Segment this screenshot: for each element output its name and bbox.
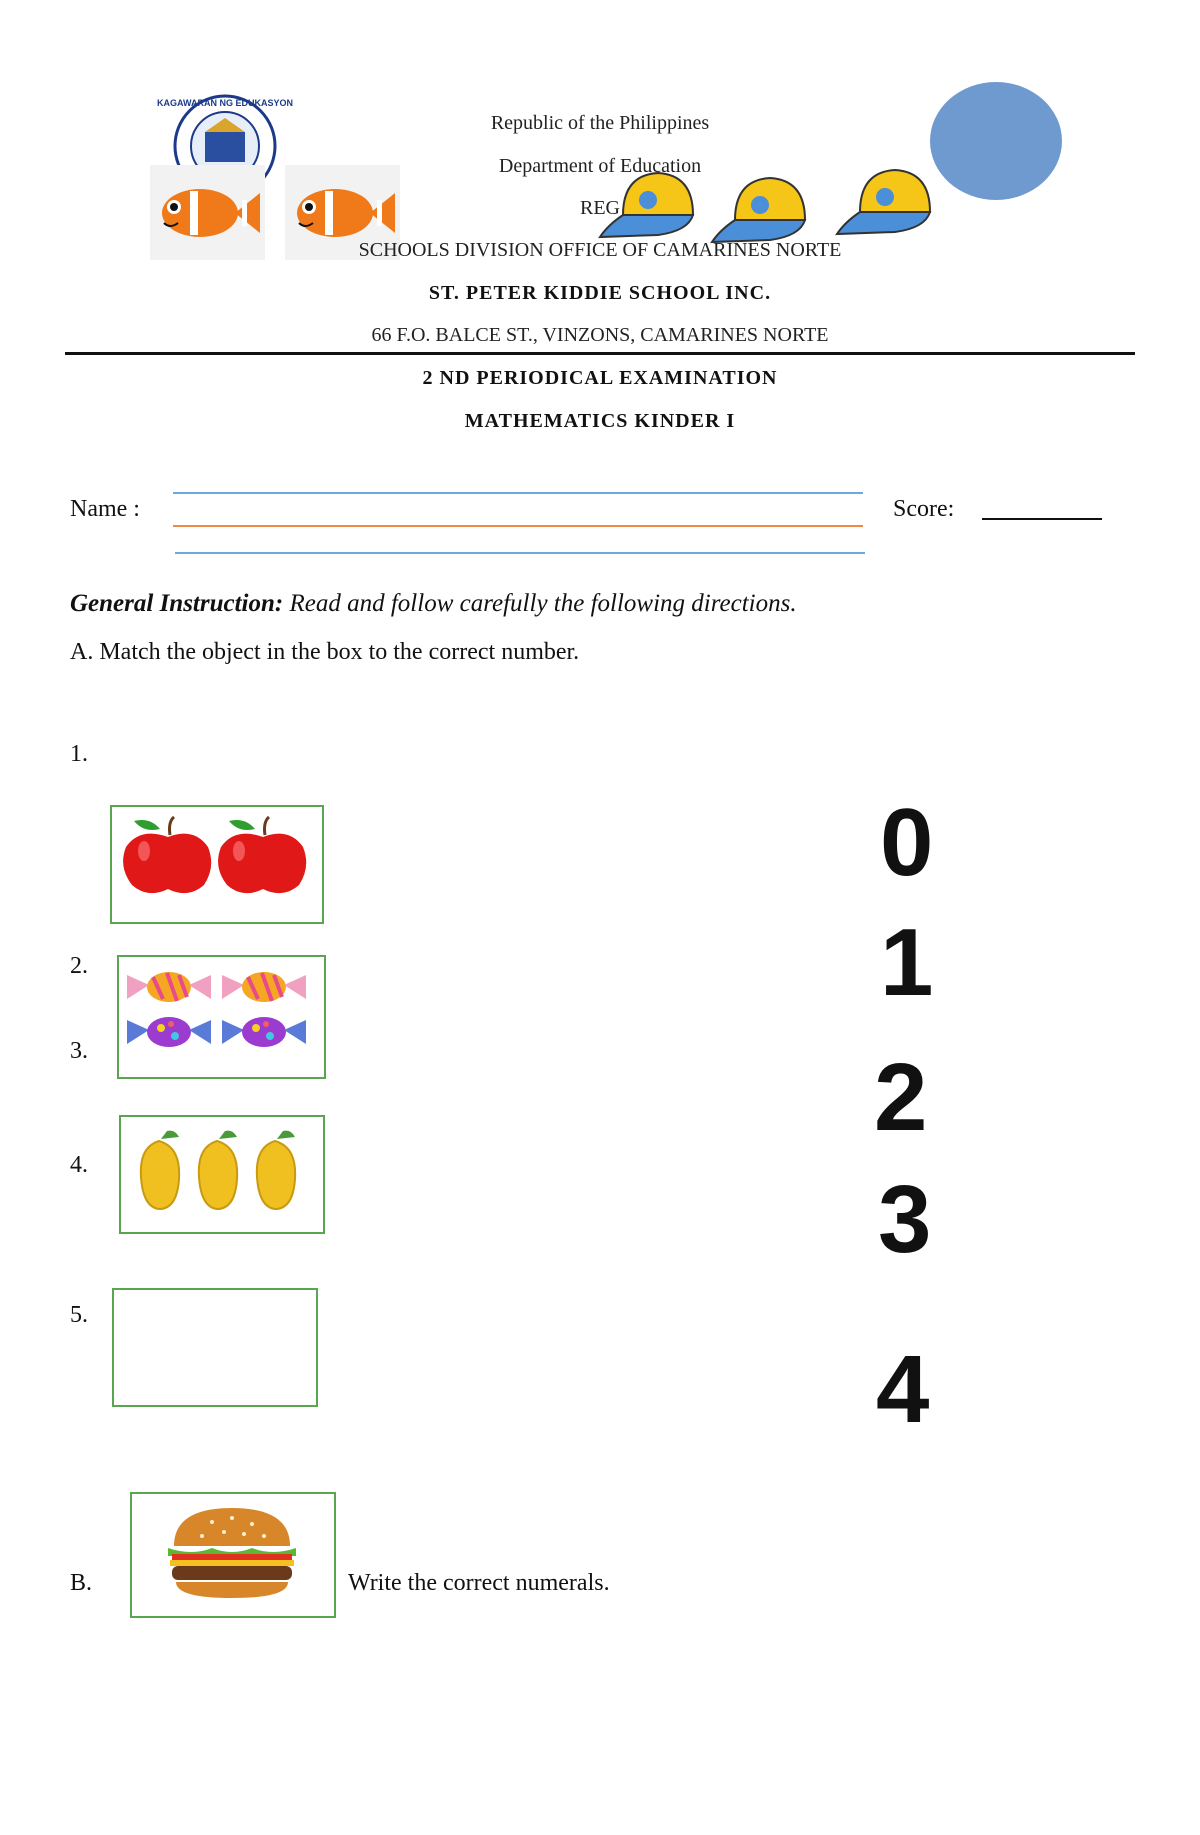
item-box-mangoes[interactable] xyxy=(119,1115,325,1234)
general-instruction-label: General Instruction: xyxy=(70,590,284,617)
item-label-2: 2. xyxy=(70,953,88,979)
mango-icon xyxy=(121,1117,323,1232)
item-label-1: 1. xyxy=(70,741,88,767)
answer-number-0[interactable]: 0 xyxy=(880,789,934,896)
blue-circle-shape xyxy=(930,82,1062,200)
header-region: REG xyxy=(580,197,620,219)
school-name: ST. PETER KIDDIE SCHOOL INC. xyxy=(428,282,772,304)
name-label: Name : xyxy=(70,496,140,522)
item-box-burger[interactable] xyxy=(130,1492,336,1618)
answer-number-1[interactable]: 1 xyxy=(880,909,934,1016)
burger-icon xyxy=(132,1494,334,1616)
item-label-4: 4. xyxy=(70,1152,88,1178)
header-divider xyxy=(65,352,1135,355)
item-box-empty[interactable] xyxy=(112,1288,318,1407)
item-label-5: 5. xyxy=(70,1302,88,1328)
candy-icon xyxy=(119,957,324,1077)
part-b-instruction: Write the correct numerals. xyxy=(348,1570,610,1596)
general-instruction-text: Read and follow carefully the following directions. xyxy=(289,590,797,617)
school-address: 66 F.O. BALCE ST., VINZONS, CAMARINES NORTE xyxy=(371,324,829,346)
name-line-bottom[interactable] xyxy=(175,552,865,554)
item-label-3: 3. xyxy=(70,1038,88,1064)
part-b-label: B. xyxy=(70,1570,93,1596)
apple-icon xyxy=(112,807,322,922)
header-division: SCHOOLS DIVISION OFFICE OF CAMARINES NORTE xyxy=(358,239,842,261)
subject-title: MATHEMATICS KINDER I xyxy=(464,410,736,432)
item-box-candies[interactable] xyxy=(117,955,326,1079)
general-instruction xyxy=(70,590,797,618)
name-line-middle[interactable] xyxy=(173,525,863,527)
answer-number-4[interactable]: 4 xyxy=(876,1336,930,1443)
score-field[interactable] xyxy=(982,518,1102,520)
header-department: Department of Education xyxy=(498,155,702,177)
exam-title: 2 ND PERIODICAL EXAMINATION xyxy=(422,367,778,389)
score-label: Score: xyxy=(893,496,955,522)
name-line-top[interactable] xyxy=(173,492,863,494)
item-box-apples[interactable] xyxy=(110,805,324,924)
header-republic: Republic of the Philippines xyxy=(490,112,710,134)
answer-number-3[interactable]: 3 xyxy=(878,1166,932,1273)
part-a-instruction: A. Match the object in the box to the correct number. xyxy=(70,639,580,665)
answer-number-2[interactable]: 2 xyxy=(874,1044,928,1151)
seal-text: KAGAWARAN NG EDUKASYON xyxy=(156,98,294,108)
